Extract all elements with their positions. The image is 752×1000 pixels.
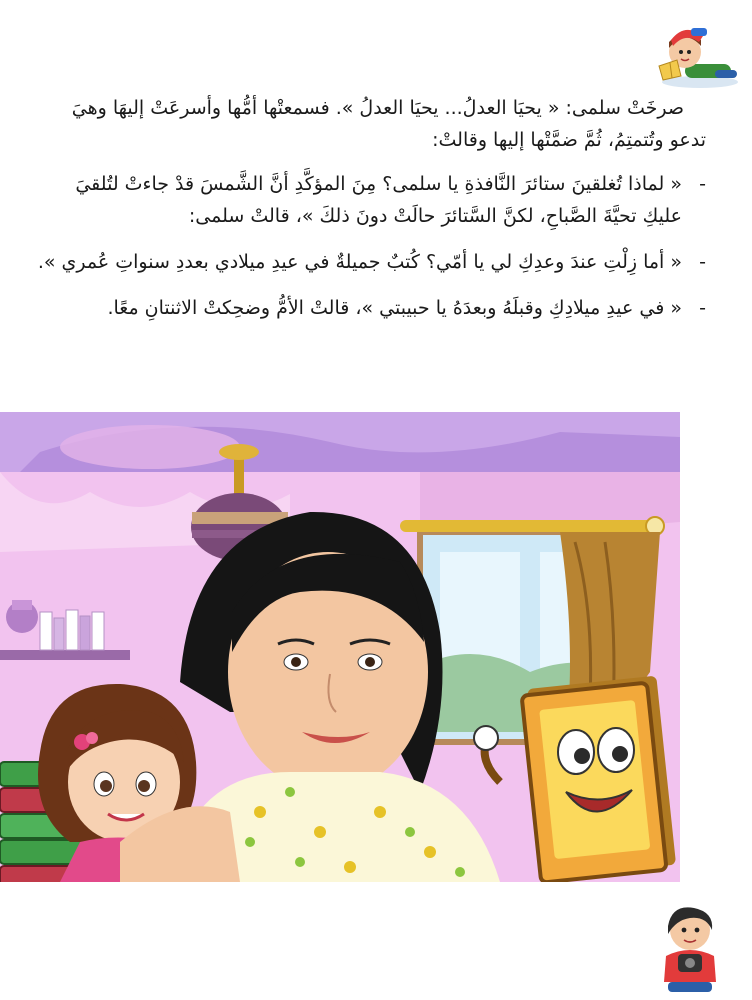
dialogue-dash: - — [699, 297, 706, 319]
story-text — [36, 92, 706, 338]
curtain-rod — [400, 520, 660, 532]
dialogue-text: « في عيدِ ميلادِكِ وقبلَهُ وبعدَهُ يا حبيبتي »، قالتْ الأمُّ وضحِكتْ الاثنتانِ معًا. — [107, 297, 682, 319]
story-illustration — [0, 412, 680, 882]
reading-child-icon — [655, 20, 745, 92]
boy-with-toy-icon — [650, 900, 736, 995]
dialogue-dash: - — [699, 251, 706, 273]
dialogue-line — [36, 292, 706, 324]
dialogue-line — [36, 246, 706, 278]
opening-paragraph: صرخَتْ سلمى: « يحيَا العدلُ... يحيَا العدلُ ». فسمعتْها أمُّها وأسرعَتْ إليهَا وهيَ تدعو وتُتمتِمُ، ثُمَّ ضمَّتْها إليها وقالتْ: — [71, 97, 706, 151]
dialogue-line — [36, 168, 706, 232]
dialogue-dash: - — [699, 173, 706, 195]
dialogue-text: « لماذا تُغلقينَ ستائرَ النَّافذةِ يا سلمى؟ مِنَ المؤكَّدِ أنَّ الشَّمسَ قدْ جاءتْ لتُلقيَ عليكِ تحيَّةَ الصَّباحِ، لكنَّ السَّتائرَ حالَتْ دونَ ذلكَ »، قالتْ سلمى: — [75, 173, 682, 227]
dialogue-text: « أما زِلْتِ عندَ وعدِكِ لي يا أمّي؟ كُتبٌ جميلةٌ في عيدِ ميلادي بعددِ سنواتِ عُمري ». — [37, 251, 682, 273]
